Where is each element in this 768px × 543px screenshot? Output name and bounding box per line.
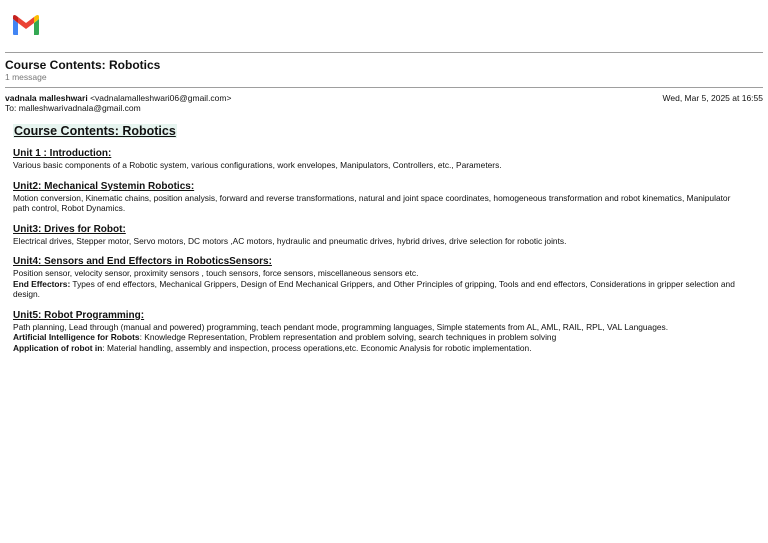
line-text: Electrical drives, Stepper motor, Servo motors, DC motors ,AC motors, hydraulic and pneumatic drives, hybrid drives, drive selection for robotic joints. [13,235,567,246]
line-text: : Material handling, assembly and inspection, process operations,etc. Economic Analysis for robotic implementation. [102,342,532,353]
unit-line [13,279,748,300]
unit-section [13,148,748,171]
line-text: Motion conversion, Kinematic chains, position analysis, forward and reverse transformations, natural and joint space coordinates, homogeneous transformation and robot kinematics, Manipulator path control, Robot Dynamics. [13,192,731,213]
unit-line [13,236,748,247]
sender [5,93,231,103]
message-count: 1 message [5,72,47,82]
line-text: Path planning, Lead through (manual and powered) programming, teach pendant mode, programming languages, Simple statements from AL, AML, RAIL, RPL, VAL Languages. [13,321,669,332]
header-divider [5,52,763,53]
email-subject: Course Contents: Robotics [5,58,161,72]
email-date: Wed, Mar 5, 2025 at 16:55 [662,93,763,103]
body-title: Course Contents: Robotics [14,124,176,138]
unit-line [13,160,748,171]
line-text: : Knowledge Representation, Problem representation and problem solving, search techniques in problem solving [139,332,557,342]
email-body [13,122,748,363]
unit-heading: Unit5: Robot Programming: [13,309,145,321]
unit-section [13,181,748,214]
unit-line [13,322,748,333]
unit-heading: Unit3: Drives for Robot: [13,223,126,235]
sender-email: <vadnalamalleshwari06@gmail.com> [90,93,232,103]
unit-line [13,343,748,354]
unit-line [13,332,748,343]
line-label: Artificial Intelligence for Robots [13,332,140,342]
recipient: To: malleshwarivadnala@gmail.com [5,103,141,113]
line-text: Types of end effectors, Mechanical Grippers, Design of End Mechanical Grippers, and Other Principles of gripping, Tools and end effectors, Considerations in gripper selection and design. [13,278,735,299]
gmail-logo-icon [11,13,41,37]
line-label: End Effectors: [13,278,71,289]
thread-divider [5,87,763,88]
unit-line [13,268,748,279]
unit-section [13,224,748,247]
line-text: Position sensor, velocity sensor, proximity sensors , touch sensors, force sensors, miscellaneous sensors etc. [13,268,419,278]
unit-section [13,310,748,354]
unit-heading: Unit 1 : Introduction: [13,148,112,159]
unit-list [13,148,748,353]
line-text: Various basic components of a Robotic system, various configurations, work envelopes, Manipulators, Controllers, etc., Parameters. [13,160,502,170]
unit-section [13,256,748,300]
unit-heading: Unit2: Mechanical Systemin Robotics: [13,180,195,192]
unit-heading: Unit4: Sensors and End Effectors in RoboticsSensors: [13,256,272,267]
sender-name: vadnala malleshwari [5,93,88,103]
unit-line [13,193,748,214]
line-label: Application of robot in [13,342,103,353]
